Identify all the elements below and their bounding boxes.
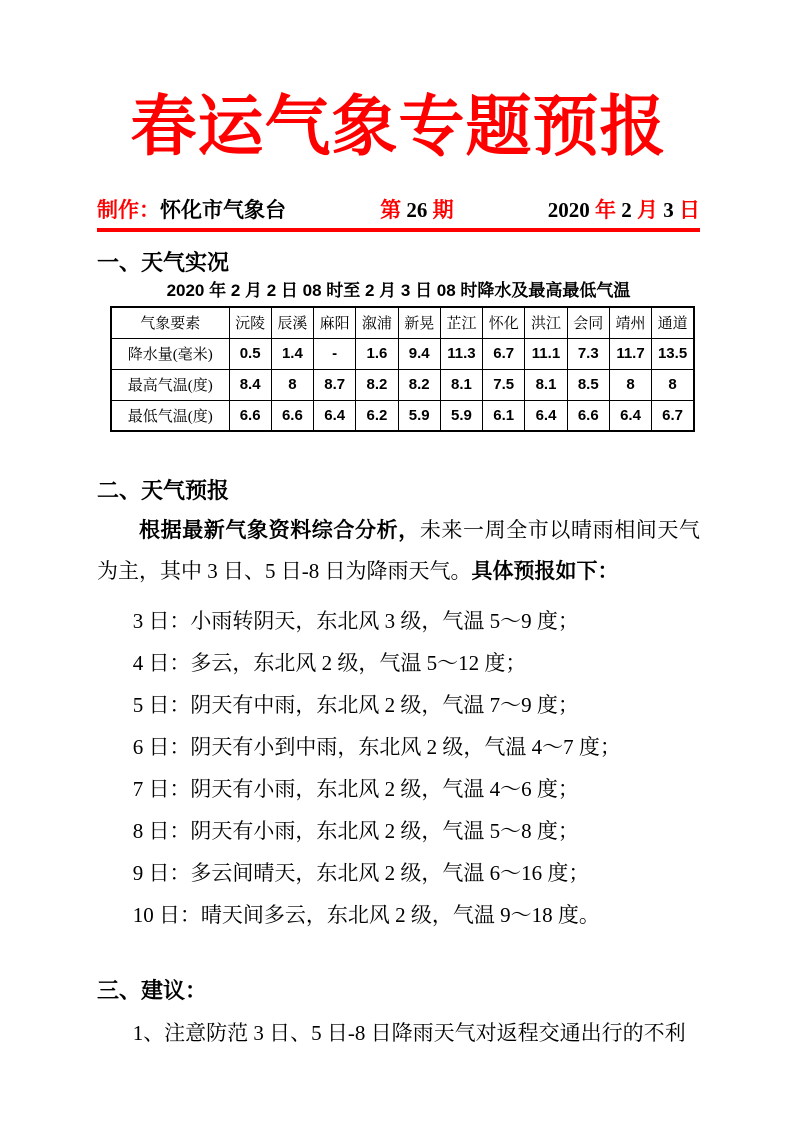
daily-forecast-item: 7 日：阴天有小雨，东北风 2 级，气温 4～6 度；: [132, 777, 579, 802]
table-cell: 1.4: [271, 338, 313, 369]
table-cell: -: [314, 338, 356, 369]
table-header-cell: 芷江: [440, 307, 482, 338]
issue-part: 26: [406, 198, 428, 223]
table-cell: 1.6: [356, 338, 398, 369]
table-cell: 8.7: [314, 369, 356, 400]
table-cell: 6.4: [525, 400, 567, 431]
table-cell: 8: [652, 369, 694, 400]
table-cell: 11.1: [525, 338, 567, 369]
daily-forecast-item: 10 日：晴天间多云，东北风 2 级，气温 9～18 度。: [132, 903, 600, 928]
forecast-intro: [97, 510, 700, 592]
table-header-cell: 辰溪: [271, 307, 313, 338]
table-cell: 0.5: [229, 338, 271, 369]
table-cell: 7.5: [483, 369, 525, 400]
table-cell: 13.5: [652, 338, 694, 369]
table-cell: 8.2: [356, 369, 398, 400]
table-cell: 9.4: [398, 338, 440, 369]
table-row-min-temp: [111, 400, 694, 431]
intro-bold-tail: 具体预报如下：: [471, 560, 619, 584]
date-part: 2020: [547, 198, 595, 223]
section-heading-suggestions: 三、建议：: [97, 978, 208, 1004]
table-header-cell: 气象要素: [111, 307, 229, 338]
table-header-cell: 溆浦: [356, 307, 398, 338]
date-part: 年: [595, 198, 616, 223]
table-cell: 8.4: [229, 369, 271, 400]
table-cell: 11.3: [440, 338, 482, 369]
date-part: 3: [658, 198, 679, 223]
daily-forecast-item: 4 日：多云，东北风 2 级，气温 5～12 度；: [132, 651, 527, 676]
intro-body: 未来一周全市以晴雨相间天气为主，其中 3 日、5 日-8 日为降雨天气。: [97, 518, 701, 584]
daily-forecast-item: 5 日：阴天有中雨，东北风 2 级，气温 7～9 度；: [132, 693, 579, 718]
daily-forecast-item: 9 日：多云间晴天，东北风 2 级，气温 6～16 度；: [132, 861, 590, 886]
issue-date: [548, 195, 700, 225]
table-cell: 5.9: [440, 400, 482, 431]
date-part: 日: [679, 198, 700, 223]
table-cell: 11.7: [609, 338, 651, 369]
table-header-cell: 麻阳: [314, 307, 356, 338]
issue-part: 期: [427, 198, 454, 223]
section-heading-actual: 一、天气实况: [97, 250, 230, 276]
table-row-max-temp: [111, 369, 694, 400]
table-header-cell: 洪江: [525, 307, 567, 338]
table-header-cell: 靖州: [609, 307, 651, 338]
table-header-cell: 通道: [652, 307, 694, 338]
table-cell: 8: [609, 369, 651, 400]
meta-row: [97, 195, 700, 225]
table-header-cell: 新晃: [398, 307, 440, 338]
table-cell: 6.1: [483, 400, 525, 431]
producer-label: 制作：: [97, 198, 160, 223]
daily-forecast-item: 8 日：阴天有小雨，东北风 2 级，气温 5～8 度；: [132, 819, 579, 844]
suggestion-item: 1、注意防范 3 日、5 日-8 日降雨天气对返程交通出行的不利: [132, 1021, 686, 1046]
producer: [97, 195, 286, 225]
table-row-precipitation: [111, 338, 694, 369]
table-cell: 6.7: [483, 338, 525, 369]
table-cell: 6.2: [356, 400, 398, 431]
table-cell: 6.4: [314, 400, 356, 431]
table-cell: 8.1: [440, 369, 482, 400]
page-title: 春运气象专题预报: [130, 91, 667, 164]
header-rule: [97, 228, 700, 232]
table-title: 2020 年 2 月 2 日 08 时至 2 月 3 日 08 时降水及最高最低气温: [166, 281, 631, 301]
table-header-cell: 怀化: [483, 307, 525, 338]
table-cell: 6.4: [609, 400, 651, 431]
row-label: 最低气温(度): [111, 400, 229, 431]
table-header-cell: 沅陵: [229, 307, 271, 338]
table-cell: 6.7: [652, 400, 694, 431]
issue-number: [380, 195, 454, 225]
table-cell: 8.1: [525, 369, 567, 400]
table-cell: 8.5: [567, 369, 609, 400]
producer-value: 怀化市气象台: [160, 198, 286, 223]
table-cell: 8.2: [398, 369, 440, 400]
table-header-row: [111, 307, 694, 338]
section-weather-actual: [97, 248, 700, 432]
daily-forecast-item: 3 日：小雨转阴天，东北风 3 级，气温 5～9 度；: [132, 609, 579, 634]
row-label: 最高气温(度): [111, 369, 229, 400]
weather-table: [110, 306, 695, 432]
section-suggestions: [97, 976, 700, 1054]
table-cell: 8: [271, 369, 313, 400]
table-cell: 7.3: [567, 338, 609, 369]
daily-forecast-list: [97, 600, 700, 936]
table-cell: 5.9: [398, 400, 440, 431]
table-cell: 6.6: [229, 400, 271, 431]
section-heading-forecast: 二、天气预报: [97, 478, 230, 504]
intro-bold-lead: 根据最新气象资料综合分析，: [139, 519, 420, 543]
table-cell: 6.6: [567, 400, 609, 431]
section-weather-forecast: [97, 476, 700, 936]
table-cell: 6.6: [271, 400, 313, 431]
issue-part: 第: [380, 198, 407, 223]
table-header-cell: 会同: [567, 307, 609, 338]
row-label: 降水量(毫米): [111, 338, 229, 369]
daily-forecast-item: 6 日：阴天有小到中雨，东北风 2 级，气温 4～7 度；: [132, 735, 621, 760]
date-part: 月: [637, 198, 658, 223]
date-part: 2: [616, 198, 637, 223]
